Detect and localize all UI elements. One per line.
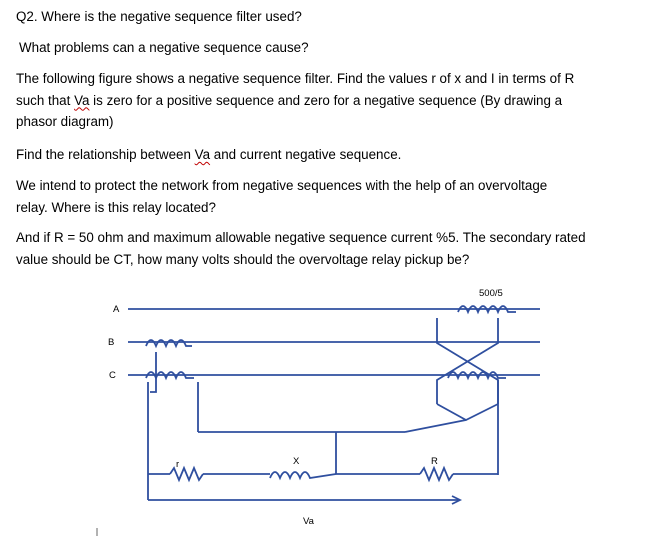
big-r-label: R [431, 456, 438, 467]
rating-line-1: And if R = 50 ohm and maximum allowable negative sequence current %5. The secondary rated [16, 230, 586, 245]
ct-coil-a [458, 306, 516, 312]
protect-line-1: We intend to protect the network from negative sequences with the help of an overvoltage [16, 178, 548, 193]
x-label: X [293, 456, 300, 467]
figure-task-line-3: phasor diagram) [16, 114, 114, 129]
ct-ratio-label: 500/5 [479, 288, 503, 299]
rating-line-2: value should be CT, how many volts should the overvoltage relay pickup be? [16, 251, 470, 267]
relationship-pre: Find the relationship between [16, 147, 195, 162]
figure-task-line-2-post: is zero for a positive sequence and zero for a negative sequence (By drawing a [89, 92, 563, 108]
resistor-r [170, 468, 203, 480]
phase-c-label: C [109, 370, 116, 381]
negative-sequence-filter-diagram [0, 278, 653, 542]
crossover-2 [437, 318, 498, 404]
q2-title-text: Q2. Where is the negative sequence filter used? [16, 9, 302, 24]
figure-task-line-2-pre: such that [16, 92, 75, 108]
question-figure-task [16, 68, 641, 133]
crossover-to-bus [405, 420, 466, 432]
question-relationship [16, 144, 641, 166]
inductor-x [270, 472, 336, 478]
r-label: r [176, 459, 180, 470]
resistor-R [420, 468, 453, 480]
ct-coil-c-right [448, 372, 506, 378]
problems-text: What problems can a negative sequence cause? [19, 40, 309, 55]
figure-task-line-2 [16, 90, 641, 112]
relationship-post: and current negative sequence. [210, 147, 402, 162]
ct-coil-b [146, 340, 192, 346]
va-label: Va [303, 516, 314, 527]
crossover-join [437, 404, 498, 420]
question-rating [16, 227, 641, 270]
question-q2-title [16, 6, 641, 28]
question-protect [16, 175, 641, 218]
protect-line-2: relay. Where is this relay located? [16, 199, 216, 215]
circuit-wiring [128, 306, 540, 504]
va-spell-flagged-word: Va [74, 92, 90, 108]
va-spell-flagged-word-2: Va [194, 147, 211, 162]
phase-a-label: A [113, 304, 120, 315]
phase-b-label: B [108, 337, 115, 348]
figure-task-line-1: The following figure shows a negative sequence filter. Find the values r of x and I in terms of R [16, 71, 575, 86]
question-problems [19, 37, 644, 59]
